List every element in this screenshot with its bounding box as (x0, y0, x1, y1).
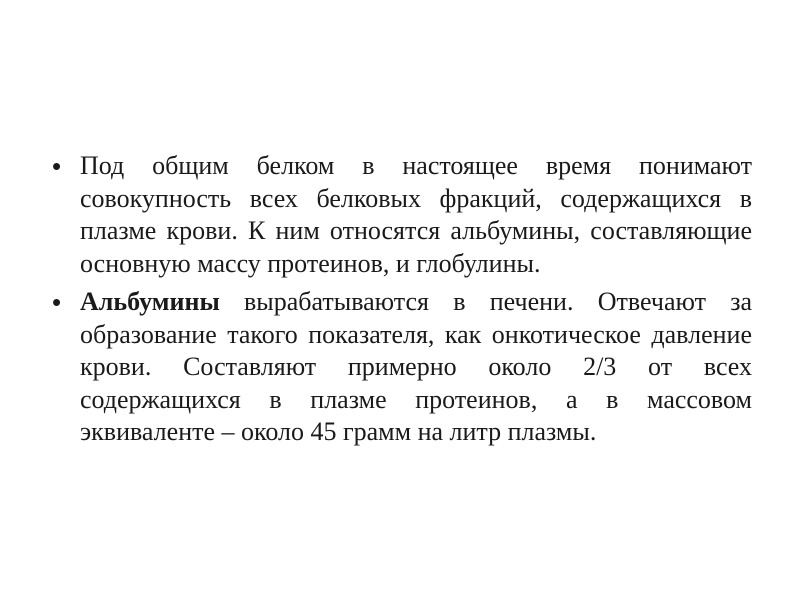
bullet-term-albumins: Альбумины (80, 287, 220, 316)
bullet-dot-icon: • (52, 287, 62, 317)
bullet-item-total-protein (52, 150, 752, 280)
bullet-text-albumins: вырабатываются в печени. Отвечают за образование такого показателя, как онкотическое давление крови. Составляют примерно около 2/3 от всех содержащихся в плазме протеинов, а в массовом эквиваленте – около 45 грамм на литр плазмы. (80, 287, 752, 446)
bullet-text-total-protein: Под общим белком в настоящее время понимают совокупность всех белковых фракций, содержащихся в плазме крови. К ним относятся альбумины, составляющие основную массу протеинов, и глобулины. (80, 151, 752, 278)
slide-content (52, 150, 752, 455)
bullet-list (52, 150, 752, 449)
bullet-item-albumins (52, 286, 752, 449)
bullet-dot-icon: • (52, 151, 62, 181)
